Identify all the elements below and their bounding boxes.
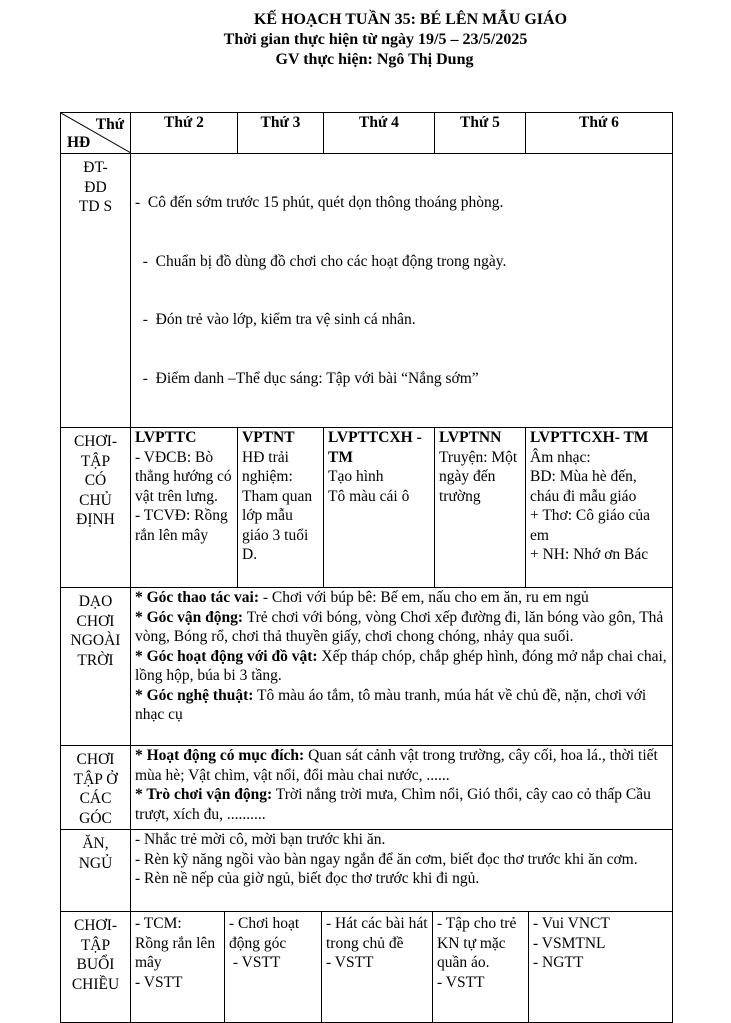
lesson-cell-thu-3: VPTNT HĐ trải nghiệm: Tham quan lớp mẫu giáo 3 tuổi D. xyxy=(238,428,324,588)
row-choi-tap-co-chu-dinh xyxy=(61,428,673,588)
day-header: Thứ 5 xyxy=(435,113,526,154)
corner-cell xyxy=(61,113,131,154)
plan-teacher: GV thực hiện: Ngô Thị Dung xyxy=(275,51,474,68)
row-dao-choi xyxy=(61,588,673,746)
document-header xyxy=(0,10,731,70)
header-row xyxy=(61,113,673,154)
dao-choi-content: * Góc thao tác vai: - Chơi với búp bê: Bế em, nấu cho em ăn, ru em ngủ * Góc vận động: Trẻ chơi với bóng, vòng Chơi xếp đường đi, lăn bóng vào gôn, Thả vòng, Bóng rổ, chơi thả thuyền giấy, chơi chong chóng, nhảy qua suối. * Góc hoạt động với đồ vật: Xếp tháp chóp, chắp ghép hình, đóng mở nắp chai chai, lồng hộp, búa bi 3 tầng. * Góc nghệ thuật: Tô màu áo tắm, tô màu tranh, múa hát về chủ đề, nặn, chơi với nhạc cụ xyxy=(131,588,673,746)
lesson-cell-thu-4: LVPTTCXH - TM Tạo hình Tô màu cái ô xyxy=(324,428,435,588)
plan-title: KẾ HOẠCH TUẦN 35: BÉ LÊN MẪU GIÁO xyxy=(253,11,568,28)
row-label: CHƠI- TẬP BUỔI CHIỀU xyxy=(61,912,131,1023)
afternoon-cell: - Hát các bài hát trong chủ đề - VSTT xyxy=(322,912,433,1022)
row-an-ngu xyxy=(61,830,673,912)
day-header: Thứ 2 xyxy=(131,113,238,154)
lesson-cell-thu-2: LVPTTC - VĐCB: Bò thẳng hướng có vật trên lưng. - TCVĐ: Rồng rắn lên mây xyxy=(131,428,238,588)
don-tre-content: - Cô đến sớm trước 15 phút, quét dọn thông thoáng phòng. - Chuẩn bị đồ dùng đồ chơi cho các hoạt động trong ngày. - Đón trẻ vào lớp, kiểm tra vệ sinh cá nhân. - Điểm danh –Thể dục sáng: Tập với bài “Nắng sớm” xyxy=(131,154,673,428)
row-label: ĂN, NGỦ xyxy=(61,830,131,912)
weekly-plan-table xyxy=(60,112,673,1023)
day-header: Thứ 4 xyxy=(324,113,435,154)
afternoon-cell: - Vui VNCT - VSMTNL - NGTT xyxy=(533,915,610,971)
row-label: ĐT- ĐD TD S xyxy=(61,154,131,428)
lesson-cell-thu-5: LVPTNN Truyện: Một ngày đến trường xyxy=(435,428,526,588)
an-ngu-content: - Nhắc trẻ mời cô, mời bạn trước khi ăn. - Rèn kỹ năng ngồi vào bàn ngay ngắn để ăn cơm, biết đọc thơ trước khi ăn cơm. - Rèn nề nếp của giờ ngủ, biết đọc thơ trước khi đi ngủ. xyxy=(131,830,673,912)
lesson-cell-thu-6: LVPTTCXH- TM Âm nhạc: BD: Mùa hè đến, cháu đi mẫu giáo + Thơ: Cô giáo của em + NH: Nhớ ơn Bác xyxy=(526,428,673,588)
row-label: CHƠI TẬP Ở CÁC GÓC xyxy=(61,746,131,830)
choi-goc-content: * Hoạt động có mục đích: Quan sát cảnh vật trong trường, cây cối, hoa lá., thời tiết mùa hè; Vật chìm, vật nổi, đổi màu chai nước, ...... * Trò chơi vận động: Trời nắng trời mưa, Chìm nổi, Gió thổi, cây cao cỏ thấp Cầu trượt, xích đu, .......... xyxy=(131,746,673,830)
chieu-content xyxy=(131,912,673,1023)
corner-day-label: Thứ xyxy=(95,116,124,133)
afternoon-cell: - Chơi hoạt động góc - VSTT xyxy=(225,912,322,1022)
row-buoi-chieu xyxy=(61,912,673,1023)
row-choi-goc xyxy=(61,746,673,830)
afternoon-cell: - Tập cho trẻ KN tự mặc quần áo. - VSTT xyxy=(433,912,529,1022)
afternoon-cell: - TCM: Rồng rắn lên mây - VSTT xyxy=(131,912,225,1022)
day-header: Thứ 6 xyxy=(526,113,673,154)
plan-time: Thời gian thực hiện từ ngày 19/5 – 23/5/2025 xyxy=(223,31,528,48)
row-label: DẠO CHƠI NGOÀI TRỜI xyxy=(61,588,131,746)
row-don-tre xyxy=(61,154,673,428)
row-label: CHƠI- TẬP CÓ CHỦ ĐỊNH xyxy=(61,428,131,588)
corner-activity-label: HĐ xyxy=(67,133,91,151)
day-header: Thứ 3 xyxy=(238,113,324,154)
